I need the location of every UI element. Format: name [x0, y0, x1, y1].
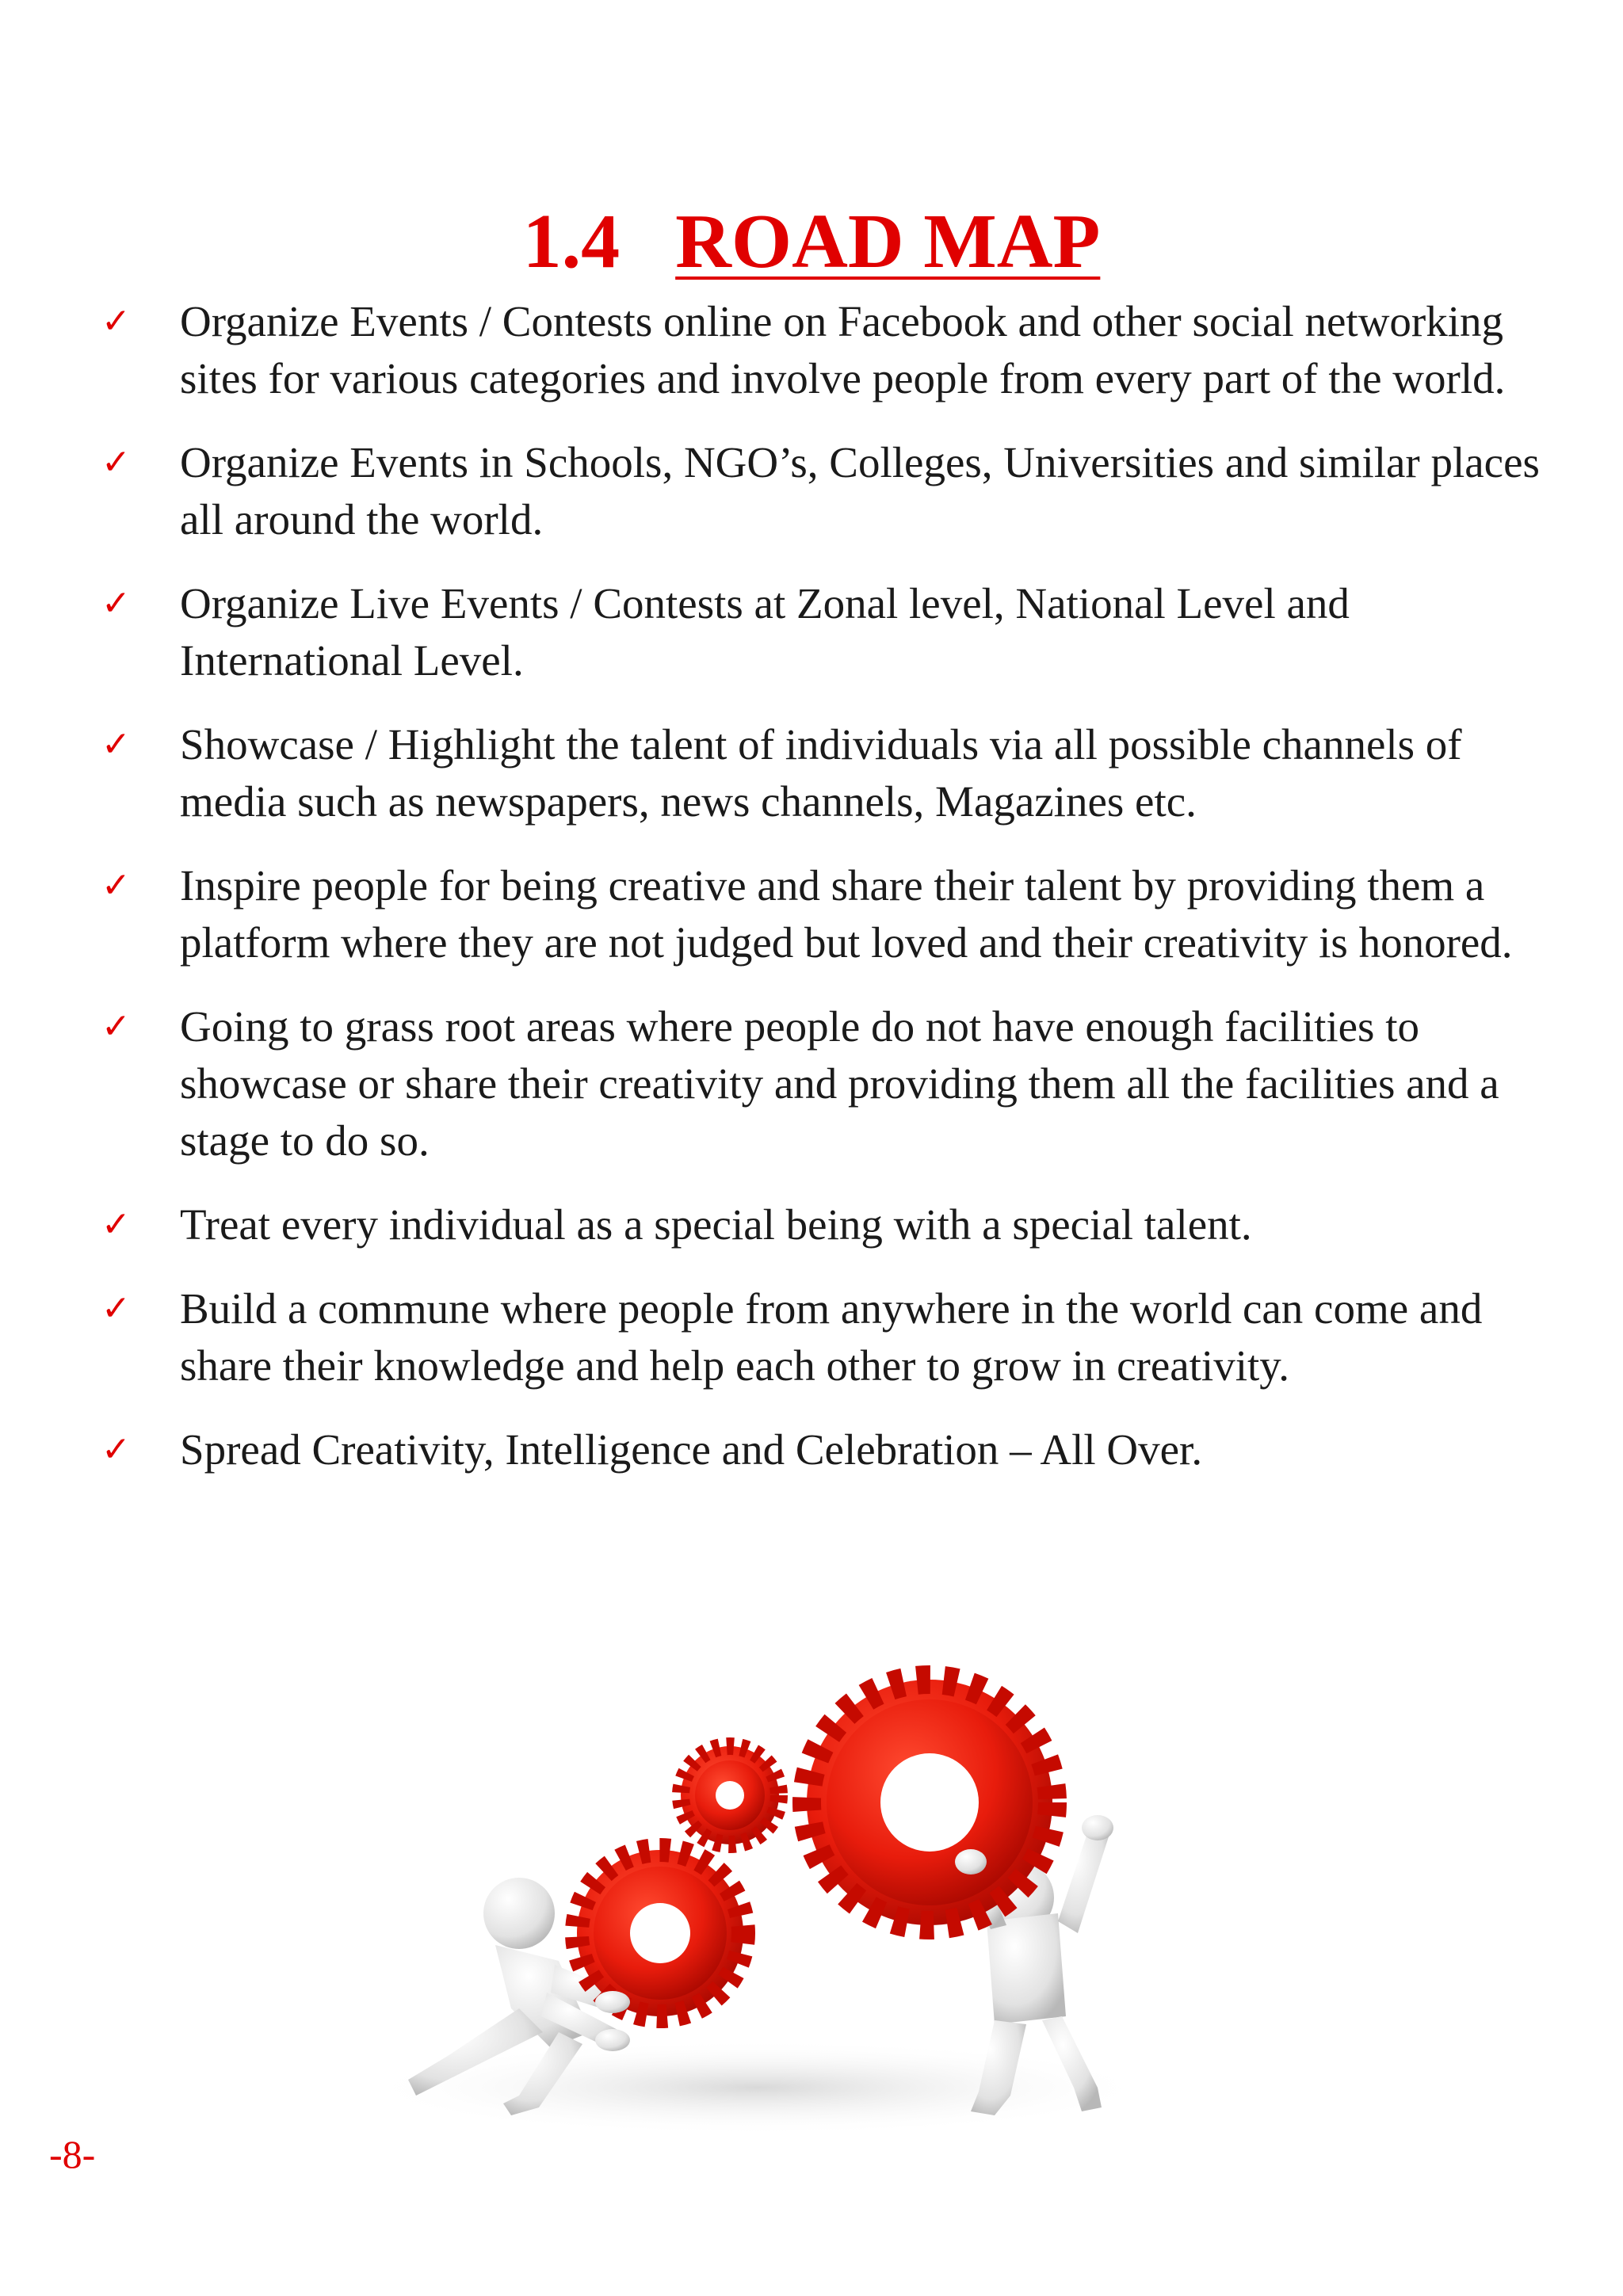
list-item: [101, 1280, 1552, 1394]
list-item: [101, 1196, 1552, 1253]
medium-gear: [577, 1850, 743, 2016]
checkmark-icon: ✓: [101, 1288, 131, 1329]
checkmark-icon: ✓: [101, 1429, 131, 1470]
list-item-text: Organize Live Events / Contests at Zonal level, National Level and International Level.: [180, 579, 1350, 685]
list-item: [101, 716, 1552, 830]
list-item: [101, 293, 1552, 407]
checkmark-icon: ✓: [101, 1204, 131, 1245]
page-title: [0, 198, 1623, 284]
list-item-text: Build a commune where people from anywhere in the world can come and share their knowledge and help each other to grow in creativity.: [180, 1284, 1483, 1390]
small-gear: [681, 1746, 779, 1844]
gears-teamwork-illustration: [361, 1660, 1149, 2151]
checkmark-icon: ✓: [101, 442, 131, 482]
section-number: 1.4: [522, 198, 621, 284]
list-item: [101, 575, 1552, 689]
list-item: [101, 998, 1552, 1169]
roadmap-list: [101, 293, 1552, 1505]
checkmark-icon: ✓: [101, 865, 131, 906]
list-item-text: Spread Creativity, Intelligence and Celebration – All Over.: [180, 1425, 1203, 1474]
list-item: [101, 434, 1552, 548]
checkmark-icon: ✓: [101, 1006, 131, 1047]
checkmark-icon: ✓: [101, 724, 131, 765]
checkmark-icon: ✓: [101, 583, 131, 624]
large-gear: [807, 1680, 1052, 1925]
list-item-text: Going to grass root areas where people do not have enough facilities to showcase or share their creativity and providing them all the facilities and a stage to do so.: [180, 1002, 1499, 1165]
list-item-text: Organize Events / Contests online on Facebook and other social networking sites for various categories and involve people from every part of the world.: [180, 297, 1506, 402]
list-item: [101, 1421, 1552, 1478]
list-item-text: Showcase / Highlight the talent of individuals via all possible channels of media such as newspapers, news channels, Magazines etc.: [180, 720, 1462, 826]
page-number: -8-: [49, 2132, 96, 2176]
list-item: [101, 857, 1552, 971]
checkmark-icon: ✓: [101, 301, 131, 341]
section-title: ROAD MAP: [675, 198, 1101, 284]
list-item-text: Organize Events in Schools, NGO’s, Colleges, Universities and similar places all around the world.: [180, 438, 1540, 543]
list-item-text: Treat every individual as a special being with a special talent.: [180, 1200, 1252, 1249]
list-item-text: Inspire people for being creative and share their talent by providing them a platform where they are not judged but loved and their creativity is honored.: [180, 861, 1513, 967]
